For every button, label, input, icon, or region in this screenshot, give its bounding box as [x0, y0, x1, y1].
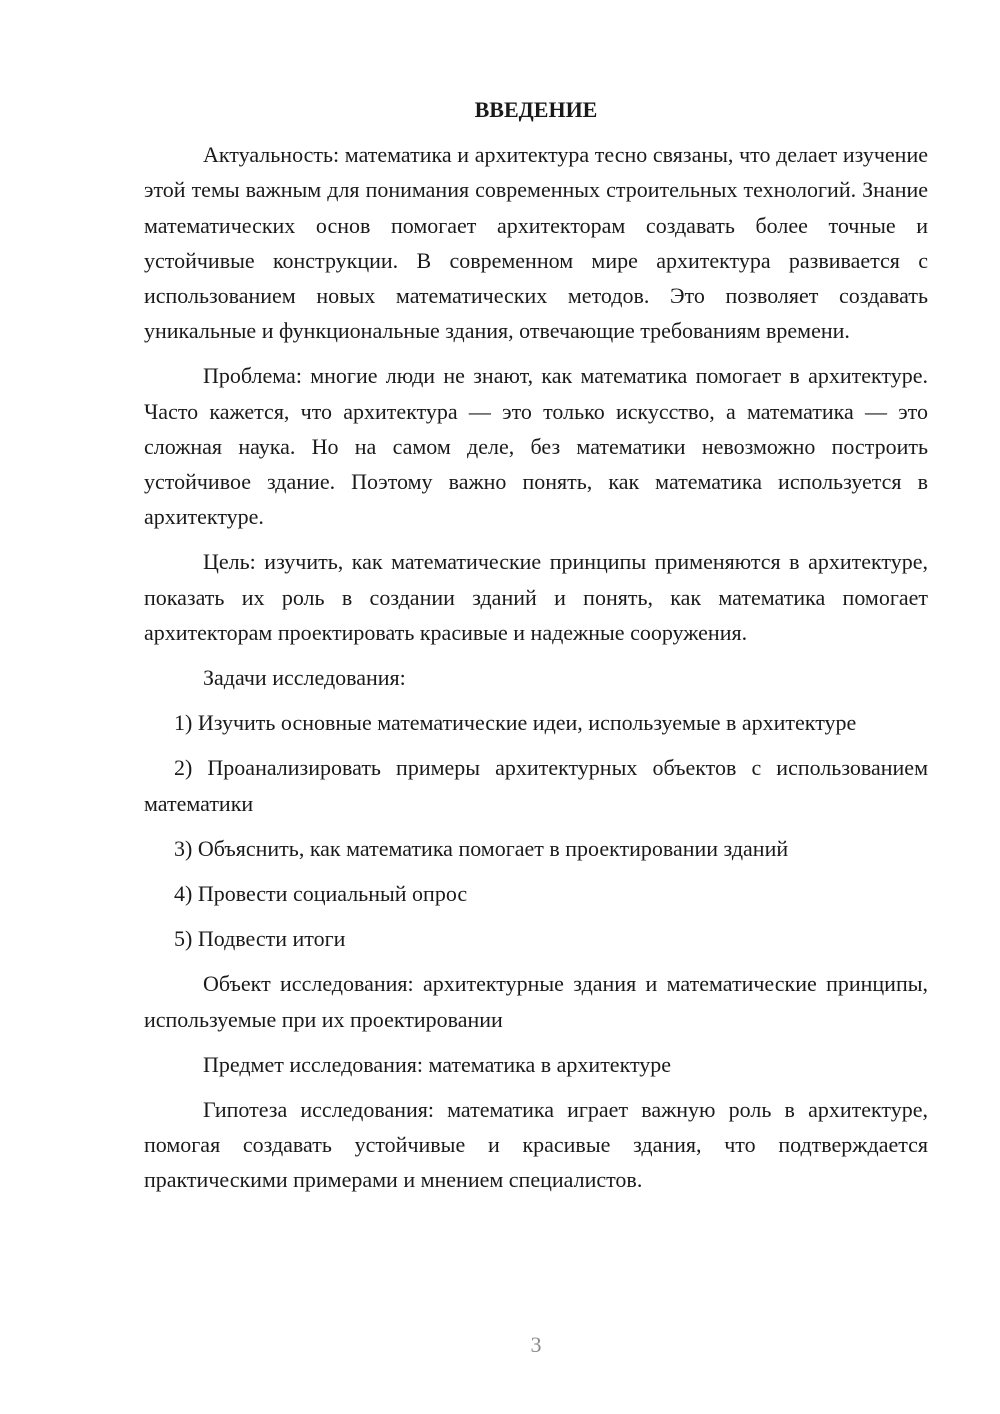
paragraph-hypothesis: Гипотеза исследования: математика играет важную роль в архитектуре, помогая создавать устойчивые и красивые здания, что подтверждается практическими примерами и мнением специалистов.	[144, 1097, 928, 1193]
task-item-4: 4) Провести социальный опрос	[174, 881, 468, 907]
page-number: 3	[530, 1332, 542, 1357]
tasks-heading: Задачи исследования:	[203, 665, 406, 691]
paragraph-relevance: Актуальность: математика и архитектура тесно связаны, что делает изучение этой темы важным для понимания современных строительных технологий. Знание математических основ помогает архитекторам создавать более точные и устойчивые конструкции. В современном мире архитектура развивается с использованием новых математических методов. Это позволяет создавать уникальные и функциональные здания, отвечающие требованиям времени.	[144, 142, 928, 344]
paragraph-subject: Предмет исследования: математика в архитектуре	[203, 1051, 672, 1077]
task-item-1: 1) Изучить основные математические идеи, используемые в архитектуре	[174, 710, 857, 736]
task-item-2: 2) Проанализировать примеры архитектурных объектов с использованием математики	[144, 755, 928, 816]
section-title: ВВЕДЕНИЕ	[474, 97, 598, 122]
task-item-5: 5) Подвести итоги	[174, 926, 346, 952]
paragraph-problem: Проблема: многие люди не знают, как математика помогает в архитектуре. Часто кажется, что архитектура — это только искусство, а математика — это сложная наука. Но на самом деле, без математики невозможно построить устойчивое здание. Поэтому важно понять, как математика используется в архитектуре.	[144, 363, 928, 530]
paragraph-object: Объект исследования: архитектурные здания и математические принципы, используемые при их проектировании	[144, 971, 928, 1032]
task-item-3: 3) Объяснить, как математика помогает в проектировании зданий	[174, 835, 789, 861]
page-content	[144, 92, 928, 1208]
paragraph-goal: Цель: изучить, как математические принципы применяются в архитектуре, показать их роль в создании зданий и понять, как математика помогает архитекторам проектировать красивые и надежные сооружения.	[144, 549, 928, 645]
